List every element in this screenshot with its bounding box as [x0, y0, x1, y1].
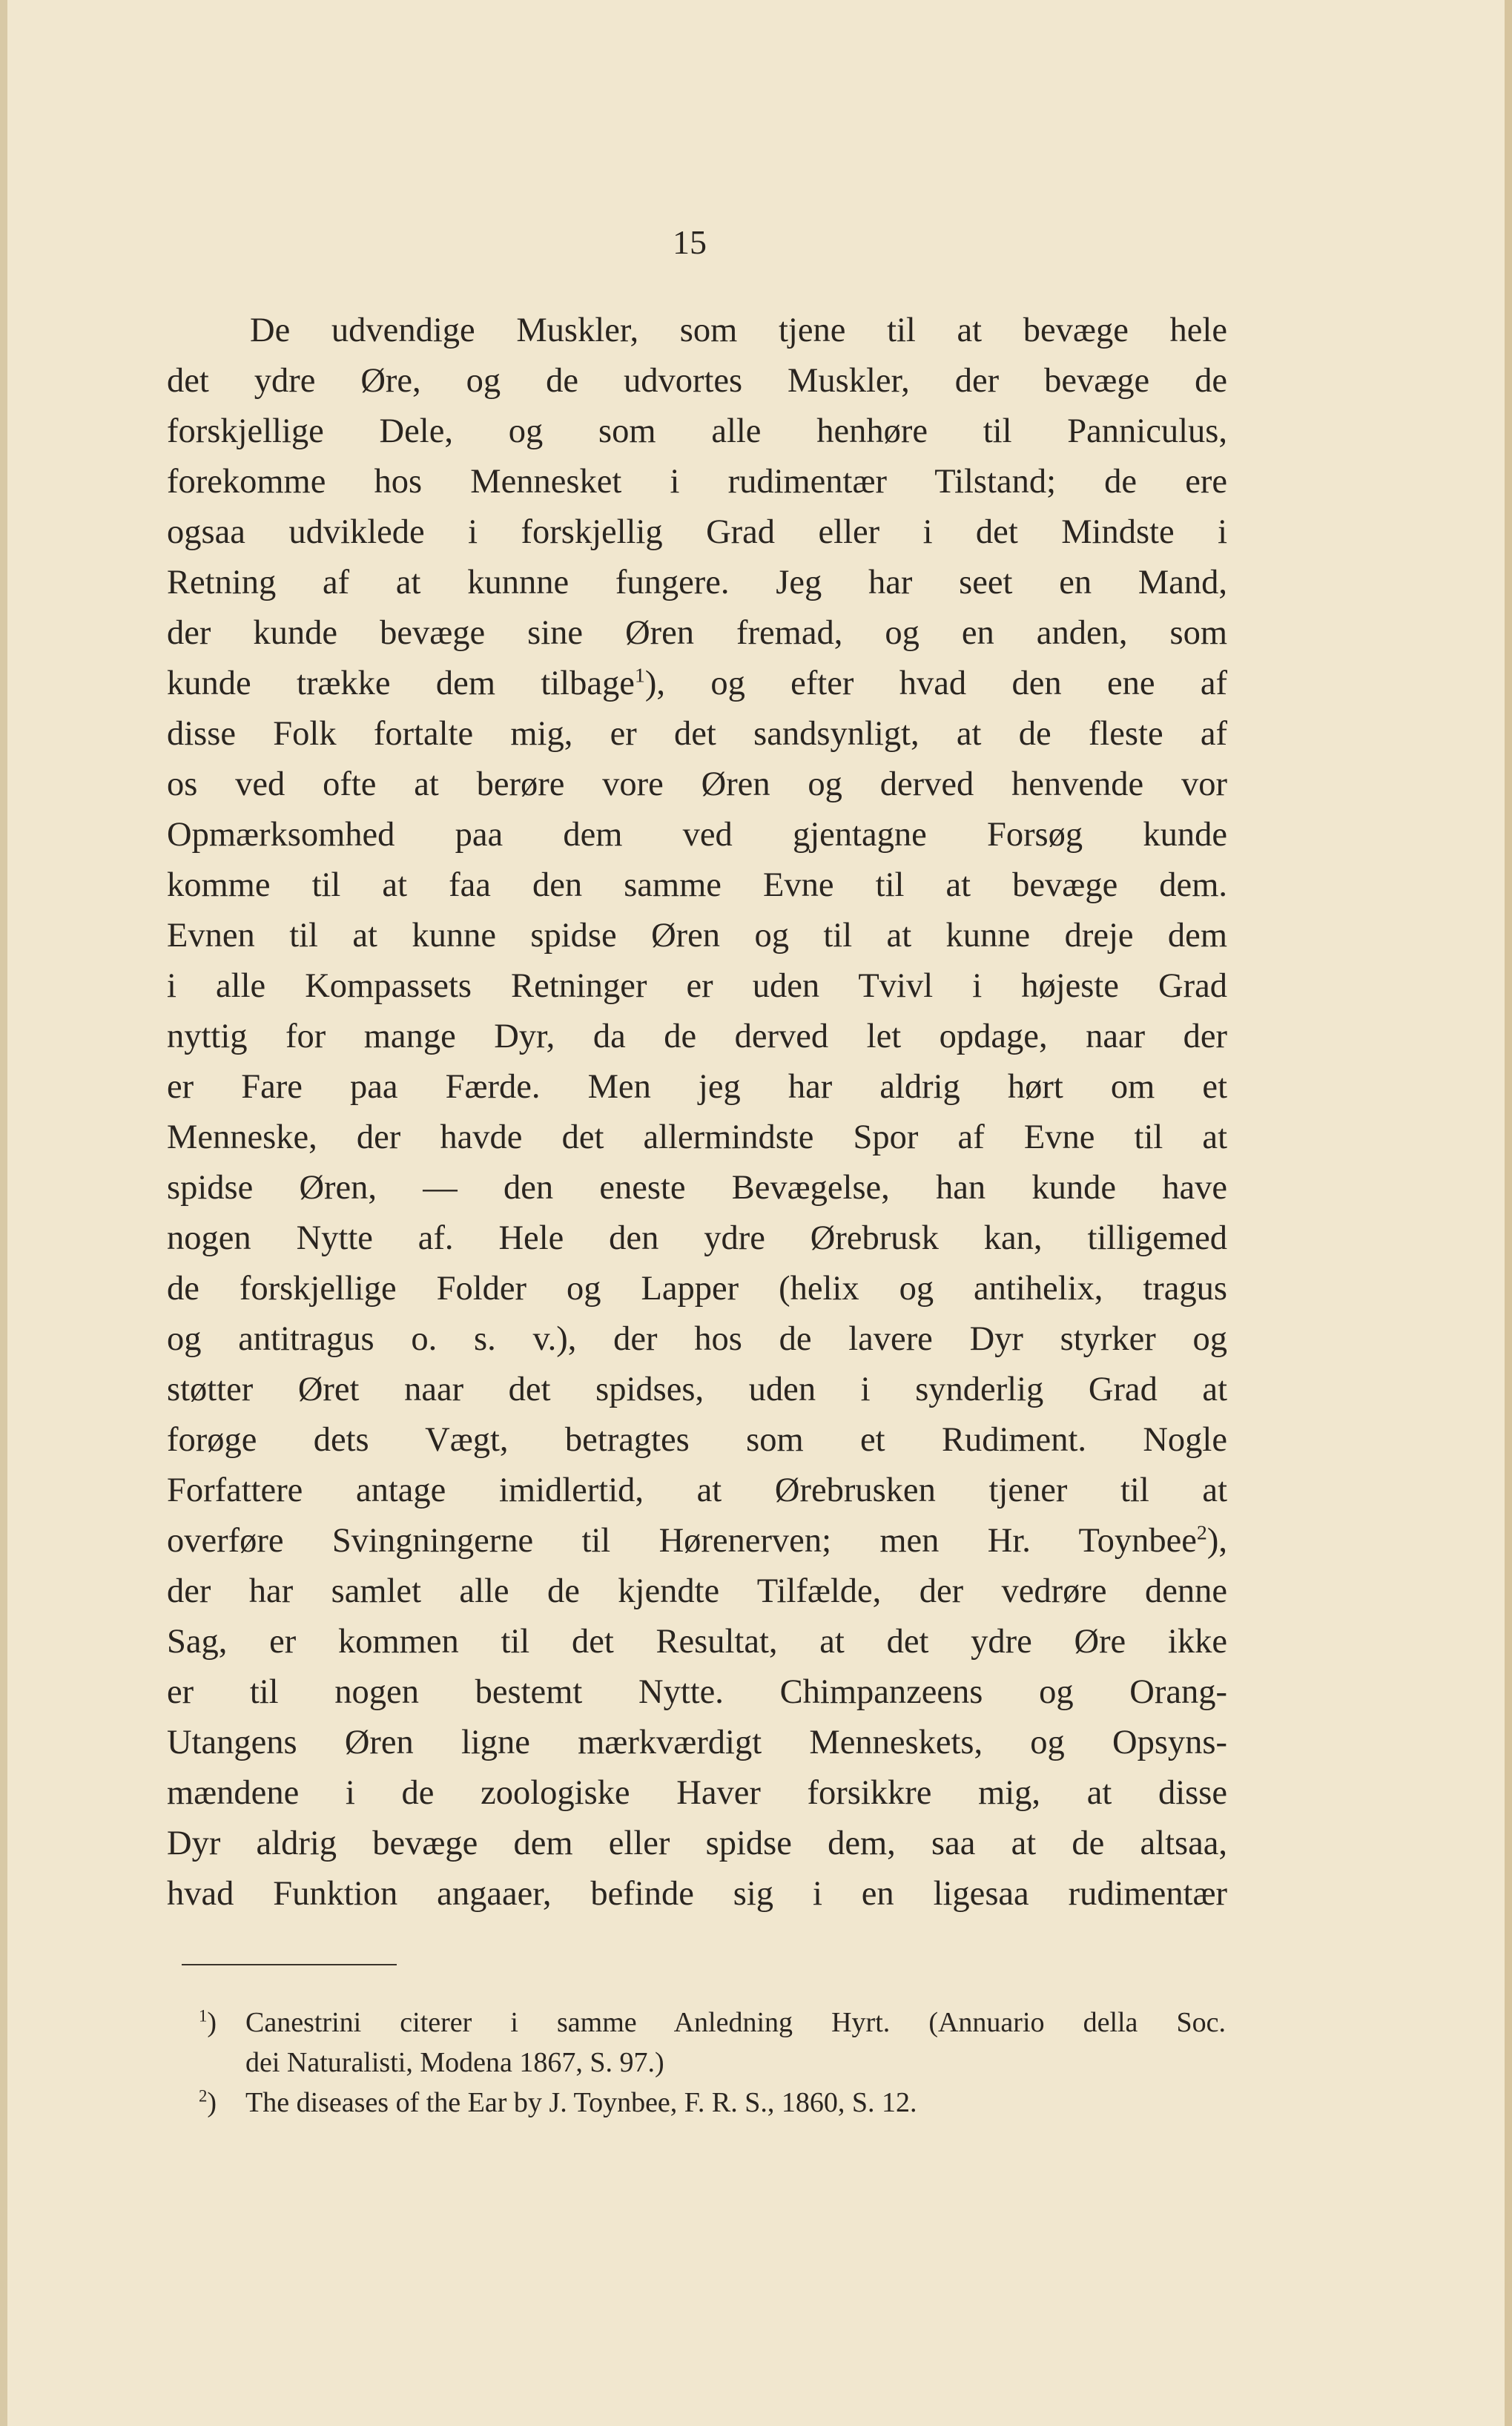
text-line: spidse Øren, — den eneste Bevægelse, han kunde have — [167, 1169, 1227, 1207]
text-line: os ved ofte at berøre vore Øren og derved henvende vor — [167, 765, 1227, 803]
body-text — [167, 306, 1227, 1919]
text-line: mændene i de zoologiske Haver forsikkre mig, at disse — [167, 1774, 1227, 1812]
text-line: de forskjellige Folder og Lapper (helix og antihelix, tragus — [167, 1270, 1227, 1308]
text-line: nyttig for mange Dyr, da de derved let opdage, naar der — [167, 1018, 1227, 1055]
text-line: der har samlet alle de kjendte Tilfælde, der vedrøre denne — [167, 1572, 1227, 1610]
text-line: Utangens Øren ligne mærkværdigt Menneskets, og Opsyns- — [167, 1724, 1227, 1761]
footnote-ref-2: 2 — [1196, 1521, 1207, 1545]
text-segment: ), og efter hvad den ene af — [644, 665, 1227, 702]
text-line: komme til at faa den samme Evne til at bevæge dem. — [167, 866, 1227, 904]
text-segment: overføre Svingningerne til Hørenerven; men Hr. Toynbee — [167, 1522, 1197, 1560]
text-line: forskjellige Dele, og som alle henhøre til Panniculus, — [167, 412, 1227, 450]
text-line: er til nogen bestemt Nytte. Chimpanzeens og Orang- — [167, 1673, 1227, 1711]
text-line: forøge dets Vægt, betragtes som et Rudiment. Nogle — [167, 1421, 1227, 1459]
text-segment: kunde trække dem tilbage — [167, 665, 635, 702]
text-line: og antitragus o. s. v.), der hos de lavere Dyr styrker og — [167, 1320, 1227, 1358]
footnote-1-continued: dei Naturalisti, Modena 1867, S. 97.) — [245, 2047, 664, 2078]
footnote-1 — [199, 2003, 1226, 2043]
text-line: Retning af at kunnne fungere. Jeg har seet en Mand, — [167, 564, 1227, 601]
text-line-with-footnote-ref — [167, 659, 1227, 709]
text-line: De udvendige Muskler, som tjene til at bevæge hele — [250, 312, 1227, 349]
text-line: ogsaa udviklede i forskjellig Grad eller i det Mindste i — [167, 513, 1227, 551]
text-line: er Fare paa Færde. Men jeg har aldrig hørt om et — [167, 1068, 1227, 1106]
text-line: Menneske, der havde det allermindste Spor af Evne til at — [167, 1118, 1227, 1156]
text-line: der kunde bevæge sine Øren fremad, og en anden, som — [167, 614, 1227, 652]
text-line: Evnen til at kunne spidse Øren og til at kunne dreje dem — [167, 917, 1227, 955]
page-edge-right — [1505, 0, 1512, 2426]
text-line: Forfattere antage imidlertid, at Ørebrusken tjener til at — [167, 1471, 1227, 1509]
footnote-text: Canestrini citerer i samme Anledning Hyrt. (Annuario della Soc. — [245, 2007, 1226, 2038]
text-line: nogen Nytte af. Hele den ydre Ørebrusk kan, tilligemed — [167, 1219, 1227, 1257]
footnotes — [199, 2003, 1226, 2123]
footnote-ref-1: 1 — [634, 664, 645, 688]
text-segment: ), — [1206, 1522, 1227, 1560]
text-line: det ydre Øre, og de udvortes Muskler, der bevæge de — [167, 362, 1227, 400]
text-line: hvad Funktion angaaer, befinde sig i en ligesaa rudimentær — [167, 1875, 1227, 1913]
footnote-text: The diseases of the Ear by J. Toynbee, F. R. S., 1860, S. 12. — [245, 2087, 917, 2118]
page-edge-left — [0, 0, 7, 2426]
page-number: 15 — [673, 223, 707, 261]
text-line: Sag, er kommen til det Resultat, at det ydre Øre ikke — [167, 1623, 1227, 1661]
footnote-mark: $^1$) — [199, 2006, 217, 2038]
footnote-mark: $^2$) — [199, 2086, 217, 2118]
text-line: støtter Øret naar det spidses, uden i synderlig Grad at — [167, 1371, 1227, 1408]
footnote-divider — [182, 1964, 397, 1965]
text-line: Dyr aldrig bevæge dem eller spidse dem, saa at de altsaa, — [167, 1825, 1227, 1862]
text-line-with-footnote-ref — [167, 1516, 1227, 1566]
text-line: disse Folk fortalte mig, er det sandsynligt, at de fleste af — [167, 715, 1227, 753]
text-line: forekomme hos Mennesket i rudimentær Tilstand; de ere — [167, 463, 1227, 501]
text-line: Opmærksomhed paa dem ved gjentagne Forsøg kunde — [167, 816, 1227, 854]
text-line: i alle Kompassets Retninger er uden Tvivl i højeste Grad — [167, 967, 1227, 1005]
footnote-2 — [199, 2083, 1226, 2123]
